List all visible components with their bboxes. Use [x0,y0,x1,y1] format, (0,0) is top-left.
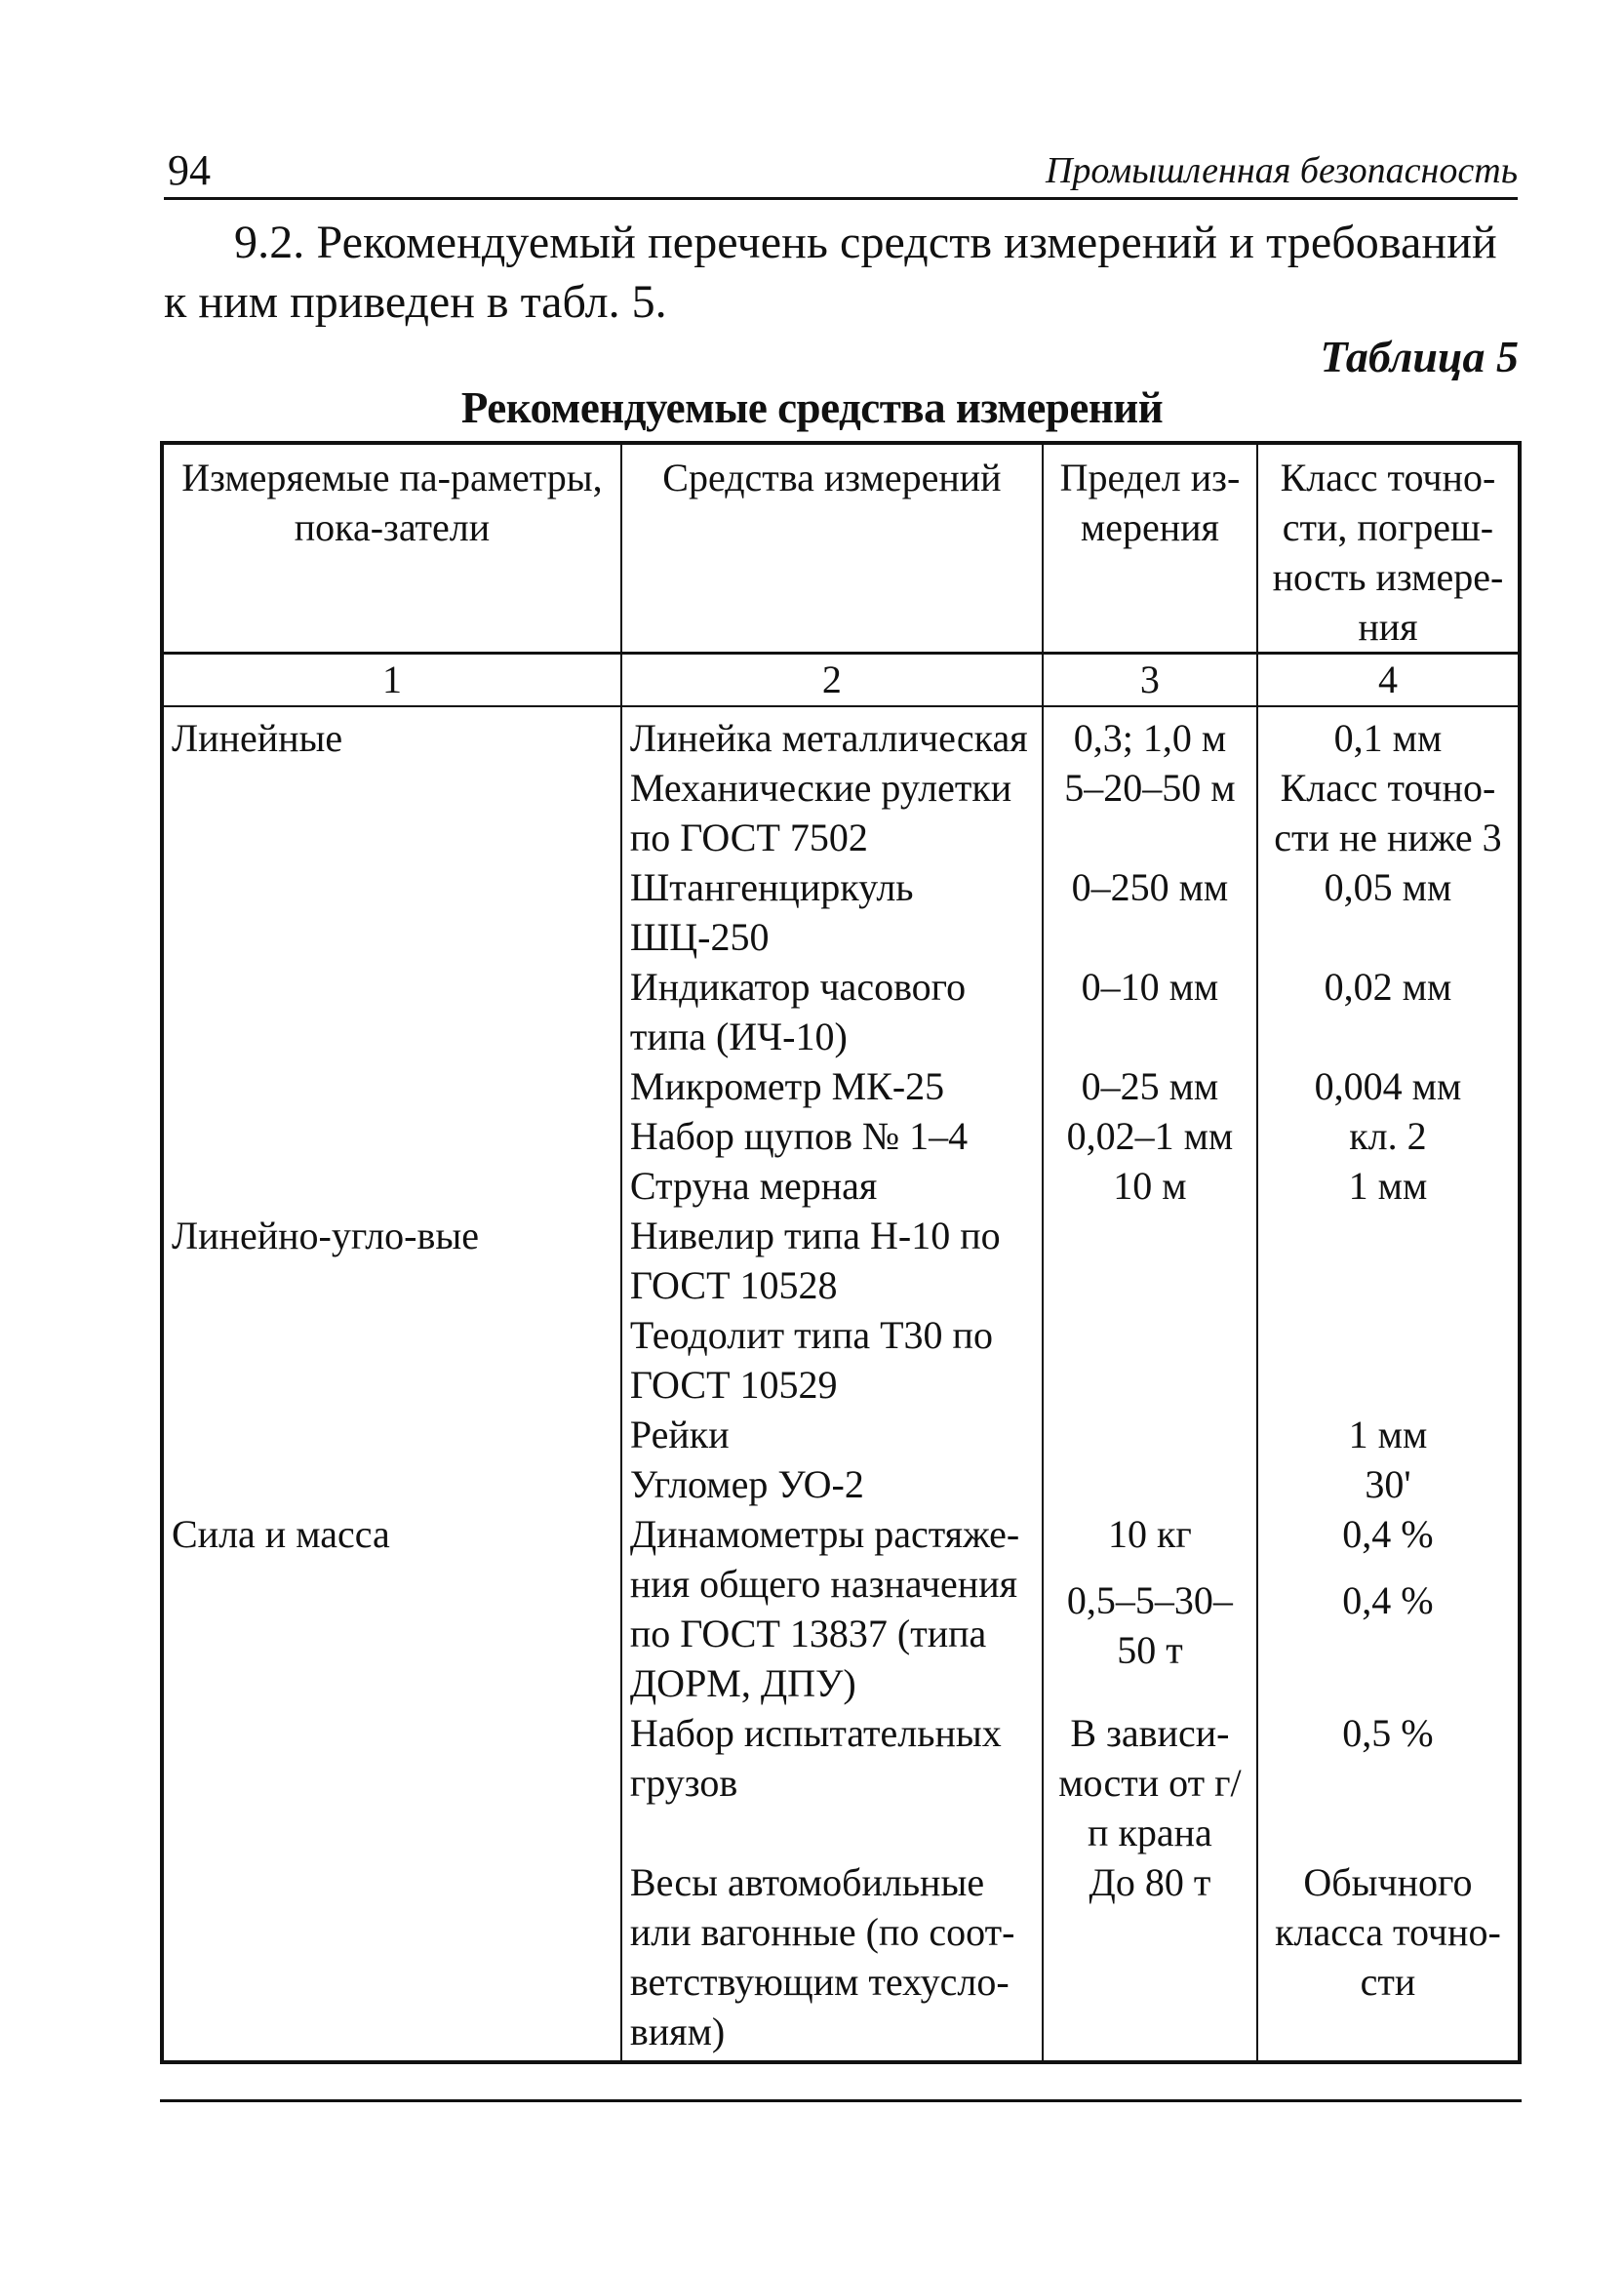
cell-accuracy: 1 мм [1257,1161,1520,1211]
cell-range: 0,5–5–30–50 т [1043,1575,1257,1708]
cell-range: 0–250 мм [1043,862,1257,962]
cell-accuracy: 30' [1257,1459,1520,1509]
table-title: Рекомендуемые средства измерений [460,383,1164,432]
cell-range: 5–20–50 м [1043,763,1257,862]
table-row [162,1211,1520,1310]
bottom-rule [160,2099,1522,2102]
running-header [164,146,1518,200]
table-row [162,1310,1520,1410]
cell-instrument: Весы автомобильные или вагонные (по соот-ветствующим техусло-виям) [621,1857,1043,2062]
table-row [162,1459,1520,1509]
cell-range: 0,02–1 мм [1043,1111,1257,1161]
table-row [162,763,1520,862]
cell-instrument: Механические рулетки по ГОСТ 7502 [621,763,1043,862]
cell-param [162,1061,621,1111]
column-number: 3 [1043,654,1257,707]
cell-instrument: Теодолит типа Т30 по ГОСТ 10529 [621,1310,1043,1410]
column-number: 4 [1257,654,1520,707]
intro-line-2: к ним приведен в табл. 5. [164,276,667,328]
column-number-row-group [162,654,1520,707]
page-number: 94 [168,146,211,194]
cell-instrument: Нивелир типа Н-10 по ГОСТ 10528 [621,1211,1043,1310]
cell-accuracy: кл. 2 [1257,1111,1520,1161]
cell-accuracy [1257,1310,1520,1410]
cell-accuracy: 0,05 мм [1257,862,1520,962]
table-row [162,962,1520,1061]
cell-param [162,862,621,962]
cell-param: Сила и масса [162,1509,621,1575]
cell-param [162,1310,621,1410]
column-number: 2 [621,654,1043,707]
table-row [162,706,1520,763]
cell-param [162,763,621,862]
table-row [162,1410,1520,1459]
cell-accuracy: 0,1 мм [1257,706,1520,763]
cell-accuracy: 0,02 мм [1257,962,1520,1061]
cell-range [1043,1459,1257,1509]
cell-accuracy: 0,4 % [1257,1509,1520,1575]
cell-range [1043,1211,1257,1310]
table-row [162,1509,1520,1575]
cell-range: 10 кг [1043,1509,1257,1575]
cell-accuracy: 0,4 % [1257,1575,1520,1708]
cell-range: 0–25 мм [1043,1061,1257,1111]
cell-param [162,1708,621,1857]
table-row [162,1161,1520,1211]
column-number: 1 [162,654,621,707]
cell-accuracy: 0,004 мм [1257,1061,1520,1111]
column-number-row [162,654,1520,707]
cell-accuracy [1257,1211,1520,1310]
cell-instrument: Рейки [621,1410,1043,1459]
cell-range [1043,1310,1257,1410]
cell-accuracy: Обычного класса точно-сти [1257,1857,1520,2062]
cell-param: Линейно-угло-вые [162,1211,621,1310]
column-header-instrument: Средства измерений [621,443,1043,654]
cell-instrument: Набор щупов № 1–4 [621,1111,1043,1161]
cell-range: В зависи-мости от г/п крана [1043,1708,1257,1857]
table-row [162,862,1520,962]
cell-param [162,1459,621,1509]
measurement-table [160,441,1522,2064]
cell-range: До 80 т [1043,1857,1257,2062]
cell-instrument: Микрометр МК-25 [621,1061,1043,1111]
table-header [162,443,1520,654]
table-row [162,1111,1520,1161]
cell-instrument: Набор испытательных грузов [621,1708,1043,1857]
intro-paragraph [164,213,1520,332]
cell-range: 0,3; 1,0 м [1043,706,1257,763]
cell-accuracy: 0,5 % [1257,1708,1520,1857]
table-label: Таблица 5 [1320,332,1519,381]
cell-instrument: Угломер УО-2 [621,1459,1043,1509]
cell-instrument: Индикатор часового типа (ИЧ-10) [621,962,1043,1061]
column-header-range: Предел из-мерения [1043,443,1257,654]
cell-param [162,962,621,1061]
column-header-accuracy: Класс точно-сти, погреш-ность измере-ния [1257,443,1520,654]
cell-range: 10 м [1043,1161,1257,1211]
cell-accuracy: Класс точно-сти не ниже 3 [1257,763,1520,862]
cell-accuracy: 1 мм [1257,1410,1520,1459]
header-row [162,443,1520,654]
cell-param: Линейные [162,706,621,763]
cell-instrument: Струна мерная [621,1161,1043,1211]
table-row [162,1857,1520,2062]
cell-instrument: Штангенциркуль ШЦ-250 [621,862,1043,962]
cell-param [162,1410,621,1459]
cell-param [162,1857,621,2062]
table-row [162,1061,1520,1111]
column-header-param: Измеряемые па-раметры, пока-затели [162,443,621,654]
cell-instrument: Линейка металлическая [621,706,1043,763]
cell-param [162,1161,621,1211]
running-title: Промышленная безопасность [1045,150,1518,191]
cell-range [1043,1410,1257,1459]
cell-instrument: Динамометры растяже-ния общего назначения по ГОСТ 13837 (типа ДОРМ, ДПУ) [621,1509,1043,1708]
cell-param [162,1111,621,1161]
table-body [162,706,1520,2062]
intro-line-1: 9.2. Рекомендуемый перечень средств измерений и требований [234,217,1497,268]
table-row [162,1708,1520,1857]
cell-range: 0–10 мм [1043,962,1257,1061]
cell-param [162,1575,621,1708]
